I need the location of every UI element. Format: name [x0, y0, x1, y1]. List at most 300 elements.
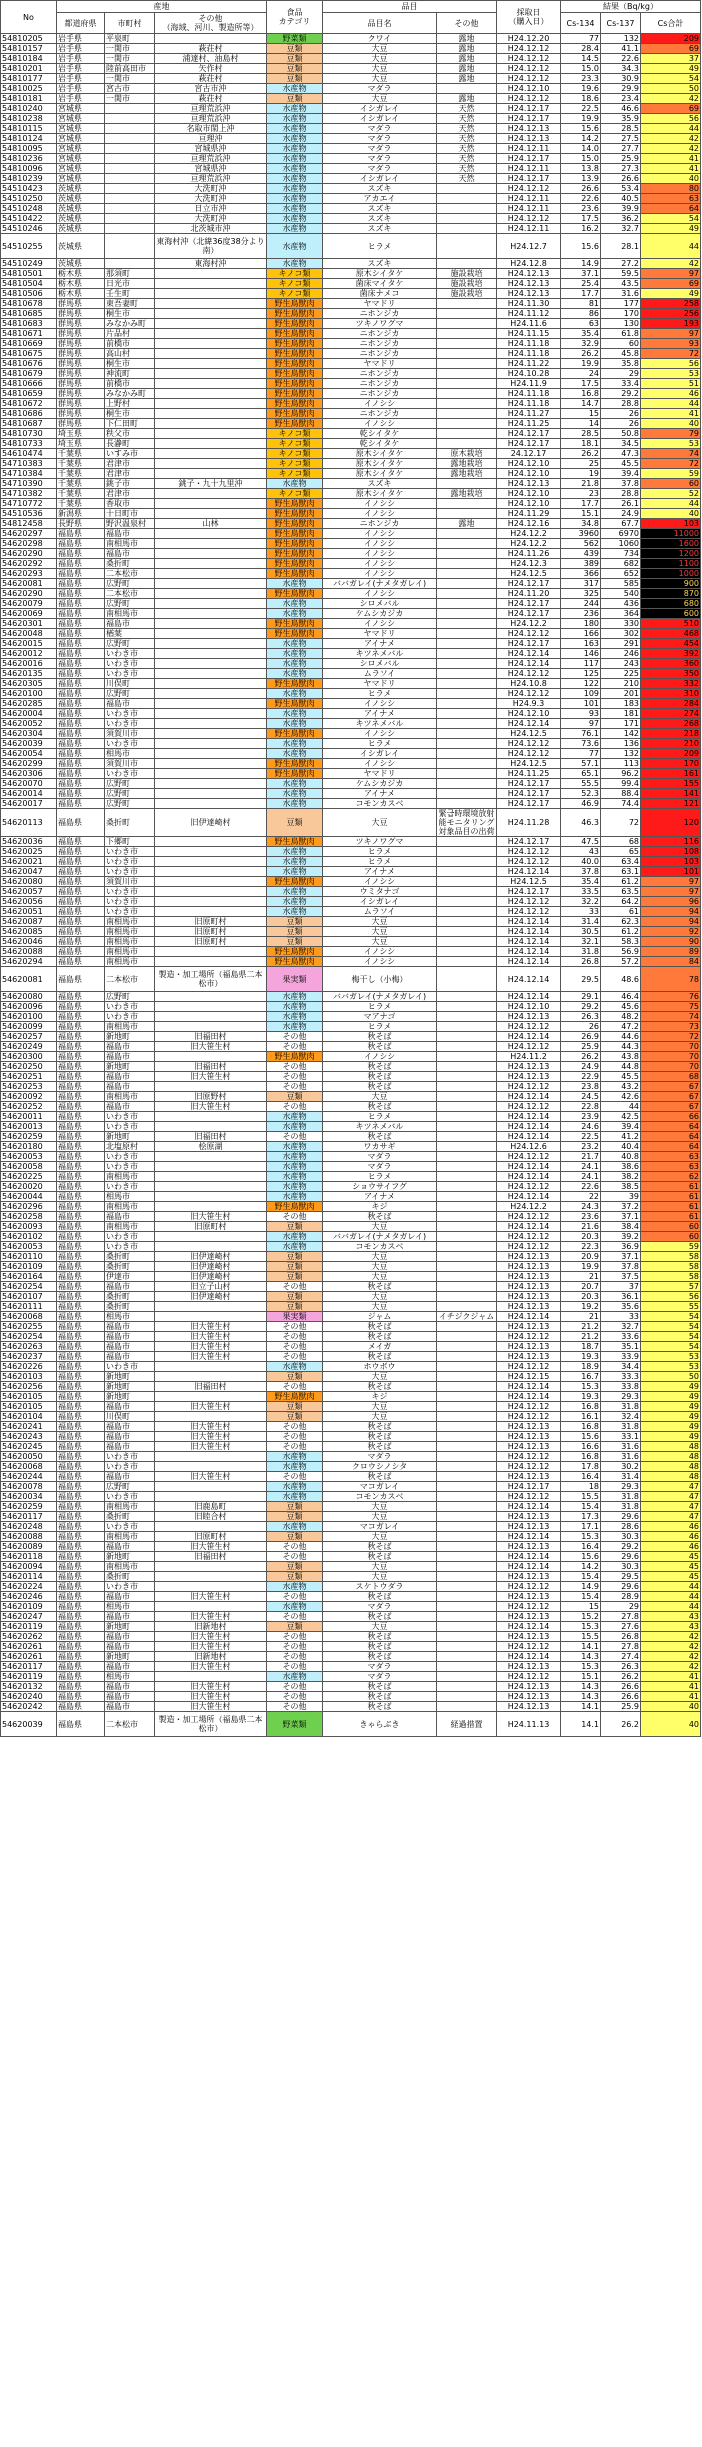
cell-no: 54620004	[1, 709, 57, 719]
cell-city: 桑折町	[105, 1262, 155, 1272]
cell-item-name: 大豆	[323, 44, 437, 54]
cell-other-place: 旧大笹生村	[155, 1642, 267, 1652]
cell-no: 54620103	[1, 1372, 57, 1382]
cell-prefecture: 福島県	[57, 1372, 105, 1382]
cell-prefecture: 長野県	[57, 519, 105, 529]
cell-prefecture: 福島県	[57, 1312, 105, 1322]
cell-date: H24.12.17	[497, 439, 561, 449]
cell-item-other	[437, 719, 497, 729]
cell-cs137: 42.6	[601, 1092, 641, 1102]
cell-item-other	[437, 329, 497, 339]
cell-cs-total: 56	[641, 114, 701, 124]
cell-city: 相馬市	[105, 1672, 155, 1682]
cell-food-category: 水産物	[267, 174, 323, 184]
cell-item-other	[437, 1032, 497, 1042]
cell-cs137: 25.9	[601, 154, 641, 164]
cell-prefecture: 福島県	[57, 1712, 105, 1737]
cell-other-place	[155, 269, 267, 279]
cell-cs134: 34.8	[561, 519, 601, 529]
cell-other-place: 旧大笹生村	[155, 1402, 267, 1412]
cell-cs137: 246	[601, 649, 641, 659]
cell-prefecture: 福島県	[57, 779, 105, 789]
cell-no: 54620237	[1, 1352, 57, 1362]
cell-cs137: 26	[601, 419, 641, 429]
cell-item-name: マコガレイ	[323, 1482, 437, 1492]
cell-city: 福島市	[105, 1542, 155, 1552]
cell-date: H24.12.12	[497, 94, 561, 104]
cell-item-name: ババガレイ(ナメタガレイ)	[323, 992, 437, 1002]
cell-item-name: 秋そば	[323, 1552, 437, 1562]
cell-city: 川俣町	[105, 679, 155, 689]
cell-city	[105, 174, 155, 184]
cell-item-name: 大豆	[323, 1512, 437, 1522]
cell-food-category: キノコ類	[267, 269, 323, 279]
cell-item-name: 大豆	[323, 1372, 437, 1382]
cell-cs-total: 48	[641, 1462, 701, 1472]
table-row	[1, 1632, 701, 1642]
cell-no: 54810181	[1, 94, 57, 104]
cell-date: H24.12.12	[497, 1212, 561, 1222]
cell-no: 54620243	[1, 1432, 57, 1442]
cell-date: H24.12.14	[497, 719, 561, 729]
cell-cs-total: 41	[641, 154, 701, 164]
cell-cs137: 44.3	[601, 1042, 641, 1052]
cell-no: 54620113	[1, 809, 57, 837]
table-row	[1, 937, 701, 947]
cell-other-place	[155, 459, 267, 469]
cell-item-other	[437, 1562, 497, 1572]
cell-cs-total: 680	[641, 599, 701, 609]
cell-cs-total: 46	[641, 1532, 701, 1542]
cell-prefecture: 岩手県	[57, 94, 105, 104]
cell-item-name: ツキノワグマ	[323, 837, 437, 847]
cell-other-place	[155, 1112, 267, 1122]
cell-date: H24.12.14	[497, 947, 561, 957]
cell-cs137: 34.5	[601, 439, 641, 449]
cell-date: H24.12.13	[497, 1072, 561, 1082]
cell-date: H24.12.11	[497, 144, 561, 154]
cell-cs137: 44	[601, 1102, 641, 1112]
cell-item-name: イシガレイ	[323, 174, 437, 184]
cell-prefecture: 福島県	[57, 1072, 105, 1082]
cell-no: 54620034	[1, 1492, 57, 1502]
cell-no: 54620056	[1, 897, 57, 907]
cell-cs-total: 49	[641, 224, 701, 234]
cell-city: 下郷町	[105, 837, 155, 847]
cell-item-name: クロウシノシタ	[323, 1462, 437, 1472]
cell-date: H24.12.11	[497, 194, 561, 204]
cell-item-name: イノシシ	[323, 699, 437, 709]
cell-cs137: 27.4	[601, 1652, 641, 1662]
cell-food-category: 野生鳥獣肉	[267, 509, 323, 519]
cell-date: H24.12.14	[497, 917, 561, 927]
cell-item-other: 天然	[437, 134, 497, 144]
cell-date: H24.12.14	[497, 1652, 561, 1662]
cell-cs137: 64.2	[601, 897, 641, 907]
cell-item-name: マダラ	[323, 124, 437, 134]
table-row	[1, 559, 701, 569]
cell-city: 福島市	[105, 1632, 155, 1642]
cell-cs137: 27.8	[601, 1612, 641, 1622]
cell-item-other	[437, 1482, 497, 1492]
cell-no: 54620298	[1, 539, 57, 549]
cell-food-category: 野生鳥獣肉	[267, 539, 323, 549]
cell-item-other	[437, 1552, 497, 1562]
cell-item-other	[437, 1372, 497, 1382]
table-row	[1, 194, 701, 204]
cell-city	[105, 124, 155, 134]
cell-item-other	[437, 1342, 497, 1352]
table-row	[1, 144, 701, 154]
cell-date: H24.12.16	[497, 519, 561, 529]
cell-food-category: 豆類	[267, 1222, 323, 1232]
cell-date: H24.12.12	[497, 1452, 561, 1462]
cell-cs134: 29.1	[561, 992, 601, 1002]
cell-food-category: 水産物	[267, 992, 323, 1002]
cell-food-category: 水産物	[267, 164, 323, 174]
table-row	[1, 1402, 701, 1412]
cell-item-name: 菌床マイタケ	[323, 279, 437, 289]
table-row	[1, 1442, 701, 1452]
cell-food-category: 水産物	[267, 669, 323, 679]
table-row	[1, 1412, 701, 1422]
cell-item-name: 原木シイタケ	[323, 269, 437, 279]
table-row	[1, 134, 701, 144]
table-row	[1, 204, 701, 214]
cell-city: 南相馬市	[105, 1022, 155, 1032]
cell-date: H24.12.13	[497, 1632, 561, 1642]
cell-cs137: 243	[601, 659, 641, 669]
cell-date: H24.12.12	[497, 1412, 561, 1422]
cell-item-other	[437, 339, 497, 349]
header-cs137: Cs-137	[601, 13, 641, 34]
cell-date: H24.11.13	[497, 1712, 561, 1737]
cell-no: 54620013	[1, 1122, 57, 1132]
cell-cs-total: 47	[641, 1502, 701, 1512]
cell-cs134: 76.1	[561, 729, 601, 739]
cell-item-other: 露地栽培	[437, 459, 497, 469]
cell-cs134: 439	[561, 549, 601, 559]
cell-other-place	[155, 299, 267, 309]
table-row	[1, 1062, 701, 1072]
cell-food-category: その他	[267, 1552, 323, 1562]
cell-prefecture: 埼玉県	[57, 429, 105, 439]
table-row	[1, 917, 701, 927]
cell-other-place: 東海村沖（北緯36度38分より南）	[155, 234, 267, 259]
cell-prefecture: 岩手県	[57, 84, 105, 94]
cell-other-place	[155, 1492, 267, 1502]
cell-other-place	[155, 699, 267, 709]
table-row	[1, 1382, 701, 1392]
cell-date: H24.11.25	[497, 769, 561, 779]
cell-prefecture: 宮城県	[57, 134, 105, 144]
cell-cs134: 562	[561, 539, 601, 549]
cell-prefecture: 宮城県	[57, 174, 105, 184]
table-row	[1, 1452, 701, 1462]
cell-other-place: 宮城県沖	[155, 164, 267, 174]
table-row	[1, 319, 701, 329]
cell-date: H24.11.18	[497, 339, 561, 349]
cell-prefecture: 福島県	[57, 857, 105, 867]
cell-date: H24.12.13	[497, 1352, 561, 1362]
cell-other-place	[155, 1182, 267, 1192]
cell-city: 福島市	[105, 619, 155, 629]
header-result: 結果（Bq/kg）	[561, 1, 701, 13]
cell-city: 楢葉	[105, 629, 155, 639]
table-row	[1, 1622, 701, 1632]
cell-cs134: 14.3	[561, 1682, 601, 1692]
cell-cs-total: 74	[641, 1012, 701, 1022]
cell-other-place: 山林	[155, 519, 267, 529]
cell-prefecture: 福島県	[57, 947, 105, 957]
cell-date: H24.12.13	[497, 1572, 561, 1582]
cell-no: 54620296	[1, 1202, 57, 1212]
cell-prefecture: 福島県	[57, 1652, 105, 1662]
cell-cs134: 29.2	[561, 1002, 601, 1012]
cell-prefecture: 福島県	[57, 559, 105, 569]
cell-prefecture: 福島県	[57, 749, 105, 759]
cell-item-name: ツキノワグマ	[323, 319, 437, 329]
cell-date: H24.12.14	[497, 992, 561, 1002]
cell-food-category: 野生鳥獣肉	[267, 359, 323, 369]
cell-date: H24.11.12	[497, 309, 561, 319]
cell-item-other	[437, 877, 497, 887]
cell-other-place	[155, 419, 267, 429]
cell-cs134: 17.5	[561, 379, 601, 389]
cell-cs137: 45.5	[601, 459, 641, 469]
cell-prefecture: 福島県	[57, 957, 105, 967]
cell-food-category: 水産物	[267, 1172, 323, 1182]
cell-food-category: 水産物	[267, 579, 323, 589]
cell-no: 54620087	[1, 917, 57, 927]
cell-food-category: その他	[267, 1332, 323, 1342]
cell-other-place	[155, 1302, 267, 1312]
cell-item-name: ヒラメ	[323, 1002, 437, 1012]
cell-item-other	[437, 299, 497, 309]
cell-item-other	[437, 1632, 497, 1642]
cell-food-category: その他	[267, 1132, 323, 1142]
cell-cs-total: 116	[641, 837, 701, 847]
cell-cs134: 55.5	[561, 779, 601, 789]
cell-item-name: クワイ	[323, 34, 437, 44]
cell-food-category: 野生鳥獣肉	[267, 629, 323, 639]
cell-cs137: 142	[601, 729, 641, 739]
table-row	[1, 1202, 701, 1212]
table-row	[1, 399, 701, 409]
cell-other-place	[155, 559, 267, 569]
cell-item-other: 施設栽培	[437, 289, 497, 299]
cell-item-name: イノシシ	[323, 1052, 437, 1062]
cell-cs-total: 42	[641, 1662, 701, 1672]
cell-date: H24.12.12	[497, 1332, 561, 1342]
cell-cs134: 23.8	[561, 1082, 601, 1092]
table-row	[1, 84, 701, 94]
cell-food-category: 水産物	[267, 897, 323, 907]
cell-cs137: 29.6	[601, 1552, 641, 1562]
cell-food-category: 豆類	[267, 1402, 323, 1412]
cell-item-name: アカエイ	[323, 194, 437, 204]
cell-cs137: 33	[601, 1312, 641, 1322]
cell-item-name: ニホンジカ	[323, 349, 437, 359]
cell-food-category: 野生鳥獣肉	[267, 549, 323, 559]
cell-cs137: 31.8	[601, 1402, 641, 1412]
cell-prefecture: 福島県	[57, 1342, 105, 1352]
cell-no: 54810025	[1, 84, 57, 94]
cell-cs134: 46.9	[561, 799, 601, 809]
cell-item-name: 大豆	[323, 1222, 437, 1232]
cell-cs137: 28.6	[601, 1522, 641, 1532]
cell-cs134: 25.4	[561, 279, 601, 289]
cell-cs-total: 42	[641, 1642, 701, 1652]
header-item-other: その他	[437, 13, 497, 34]
cell-date: H24.12.14	[497, 659, 561, 669]
cell-cs137: 40.4	[601, 1142, 641, 1152]
cell-cs137: 26.3	[601, 1662, 641, 1672]
cell-item-other	[437, 509, 497, 519]
cell-other-place	[155, 34, 267, 44]
cell-item-name: マアナゴ	[323, 1012, 437, 1022]
cell-food-category: 水産物	[267, 104, 323, 114]
cell-prefecture: 福島県	[57, 799, 105, 809]
cell-other-place	[155, 907, 267, 917]
table-row	[1, 1352, 701, 1362]
cell-cs137: 37.8	[601, 1262, 641, 1272]
cell-item-name: 大豆	[323, 1302, 437, 1312]
cell-cs134: 32.9	[561, 339, 601, 349]
table-row	[1, 1672, 701, 1682]
cell-item-other	[437, 1132, 497, 1142]
cell-city	[105, 194, 155, 204]
cell-item-name: イノシシ	[323, 759, 437, 769]
cell-city: 相馬市	[105, 749, 155, 759]
cell-cs137: 37	[601, 1282, 641, 1292]
cell-cs137: 59.5	[601, 269, 641, 279]
cell-cs137: 39	[601, 1192, 641, 1202]
cell-no: 54810157	[1, 44, 57, 54]
cell-cs-total: 60	[641, 1222, 701, 1232]
cell-date: H24.12.10	[497, 709, 561, 719]
cell-other-place	[155, 1412, 267, 1422]
cell-prefecture: 福島県	[57, 549, 105, 559]
cell-date: H24.12.11	[497, 204, 561, 214]
cell-cs137: 42.5	[601, 1112, 641, 1122]
cell-item-other: 露地	[437, 94, 497, 104]
cell-other-place	[155, 589, 267, 599]
cell-food-category: 野生鳥獣肉	[267, 389, 323, 399]
cell-food-category: その他	[267, 1632, 323, 1642]
cell-other-place: 旧鹿島町	[155, 1502, 267, 1512]
cell-city: 日光市	[105, 279, 155, 289]
cell-cs134: 117	[561, 659, 601, 669]
cell-prefecture: 福島県	[57, 1192, 105, 1202]
cell-item-name: 大豆	[323, 1252, 437, 1262]
cell-item-other	[437, 917, 497, 927]
cell-no: 54620117	[1, 1662, 57, 1672]
cell-cs134: 33	[561, 907, 601, 917]
cell-date: H24.12.13	[497, 269, 561, 279]
cell-cs-total: 53	[641, 439, 701, 449]
cell-no: 54620132	[1, 1682, 57, 1692]
cell-date: H24.11.29	[497, 509, 561, 519]
cell-item-name: アイナメ	[323, 709, 437, 719]
cell-cs-total: 63	[641, 1152, 701, 1162]
cell-cs-total: 54	[641, 214, 701, 224]
cell-no: 54620057	[1, 887, 57, 897]
cell-other-place	[155, 1312, 267, 1322]
cell-prefecture: 福島県	[57, 1662, 105, 1672]
cell-cs137: 27.5	[601, 134, 641, 144]
cell-city: 君津市	[105, 459, 155, 469]
cell-cs137: 33.1	[601, 1432, 641, 1442]
cell-cs134: 28.5	[561, 429, 601, 439]
cell-cs134: 21.6	[561, 1222, 601, 1232]
cell-other-place: 旧福田村	[155, 1382, 267, 1392]
cell-cs134: 20.9	[561, 1252, 601, 1262]
cell-other-place	[155, 1122, 267, 1132]
cell-item-other	[437, 1022, 497, 1032]
cell-cs-total: 48	[641, 1452, 701, 1462]
cell-item-other	[437, 1282, 497, 1292]
cell-city: 一関市	[105, 74, 155, 84]
cell-item-other	[437, 1232, 497, 1242]
cell-cs-total: 40	[641, 419, 701, 429]
cell-date: H24.12.14	[497, 1392, 561, 1402]
cell-cs-total: 121	[641, 799, 701, 809]
cell-city: いわき市	[105, 649, 155, 659]
cell-no: 54810686	[1, 409, 57, 419]
cell-food-category: 水産物	[267, 1112, 323, 1122]
cell-no: 54810506	[1, 289, 57, 299]
table-row	[1, 369, 701, 379]
cell-no: 54620304	[1, 729, 57, 739]
cell-no: 54620111	[1, 1302, 57, 1312]
cell-other-place	[155, 1242, 267, 1252]
cell-prefecture: 福島県	[57, 769, 105, 779]
cell-other-place	[155, 359, 267, 369]
cell-no: 54620255	[1, 1322, 57, 1332]
cell-date: H24.12.14	[497, 1092, 561, 1102]
cell-item-other	[437, 1062, 497, 1072]
cell-date: H24.12.14	[497, 1132, 561, 1142]
cell-date: H24.12.14	[497, 1552, 561, 1562]
cell-date: H24.10.8	[497, 679, 561, 689]
cell-prefecture: 福島県	[57, 1402, 105, 1412]
cell-food-category: 水産物	[267, 609, 323, 619]
cell-item-name: キツネメバル	[323, 649, 437, 659]
cell-city: 野沢温泉村	[105, 519, 155, 529]
cell-no: 54810184	[1, 54, 57, 64]
cell-cs-total: 11000	[641, 529, 701, 539]
cell-item-other	[437, 1442, 497, 1452]
table-row	[1, 579, 701, 589]
cell-city: 南相馬市	[105, 937, 155, 947]
cell-prefecture: 福島県	[57, 1642, 105, 1652]
cell-item-name: 秋そば	[323, 1042, 437, 1052]
table-row	[1, 1592, 701, 1602]
cell-food-category: その他	[267, 1592, 323, 1602]
table-row	[1, 469, 701, 479]
cell-cs-total: 61	[641, 1192, 701, 1202]
cell-cs134: 77	[561, 34, 601, 44]
cell-food-category: 野生鳥獣肉	[267, 339, 323, 349]
cell-food-category: 水産物	[267, 214, 323, 224]
cell-city: 福島市	[105, 1442, 155, 1452]
cell-city: いわき市	[105, 1162, 155, 1172]
cell-no: 54810679	[1, 369, 57, 379]
cell-item-other	[437, 204, 497, 214]
cell-item-name: イノシシ	[323, 539, 437, 549]
cell-other-place	[155, 1482, 267, 1492]
